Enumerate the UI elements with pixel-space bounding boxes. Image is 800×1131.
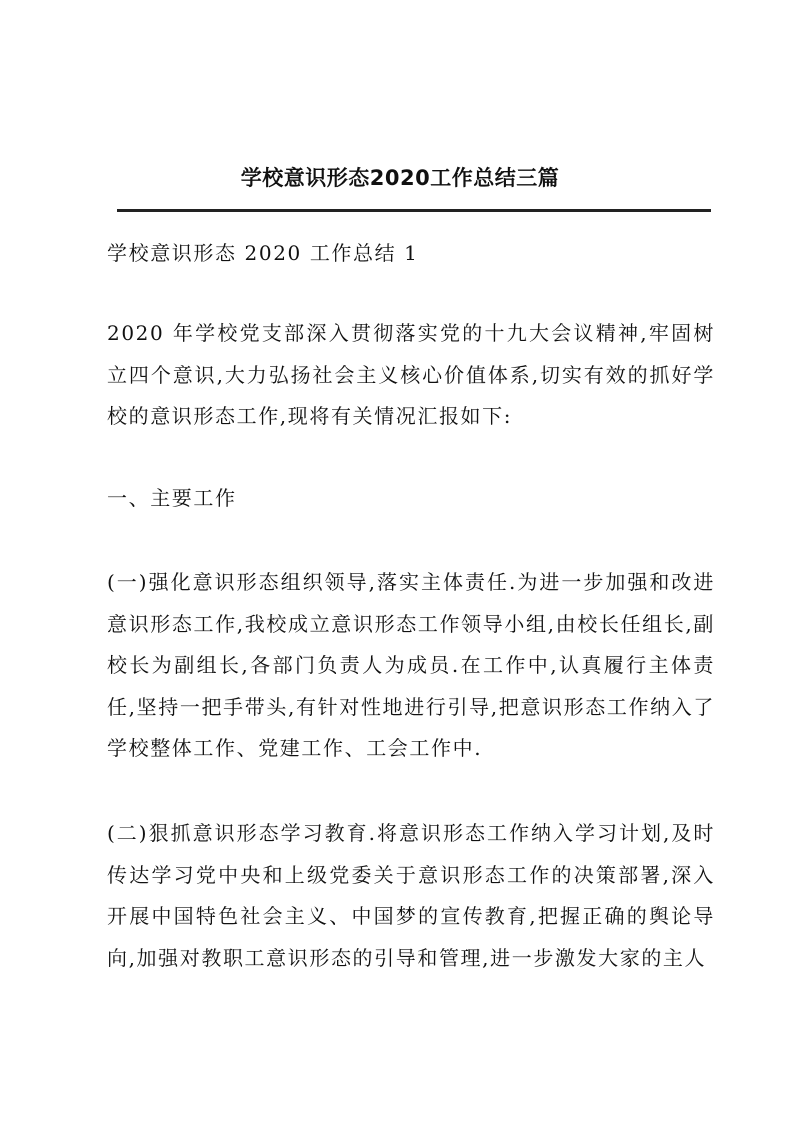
section-subtitle: 学校意识形态 2020 工作总结 1 bbox=[107, 241, 419, 265]
intro-paragraph: 2020 年学校党支部深入贯彻落实党的十九大会议精神,牢固树立四个意识,大力弘扬社会主义核心价值体系,切实有效的抓好学校的意识形态工作,现将有关情况汇报如下: bbox=[107, 321, 715, 429]
paragraph-leadership: (一)强化意识形态组织领导,落实主体责任.为进一步加强和改进意识形态工作,我校成立意识形态工作领导小组,由校长任组长,副校长为副组长,各部门负责人为成员.在工作中,认真履行主体责任,坚持一把手带头,有针对性地进行引导,把意识形态工作纳入了学校整体工作、党建工作、工会工作中. bbox=[107, 570, 715, 761]
document-title: 学校意识形态2020工作总结三篇 bbox=[240, 166, 560, 190]
section-heading: 一、主要工作 bbox=[107, 486, 237, 510]
paragraph-education: (二)狠抓意识形态学习教育.将意识形态工作纳入学习计划,及时传达学习党中央和上级党委关于意识形态工作的决策部署,深入开展中国特色社会主义、中国梦的宣传教育,把握正确的舆论导向,加强对教职工意识形态的引导和管理,进一步激发大家的主人 bbox=[107, 821, 715, 970]
title-divider bbox=[117, 209, 711, 212]
